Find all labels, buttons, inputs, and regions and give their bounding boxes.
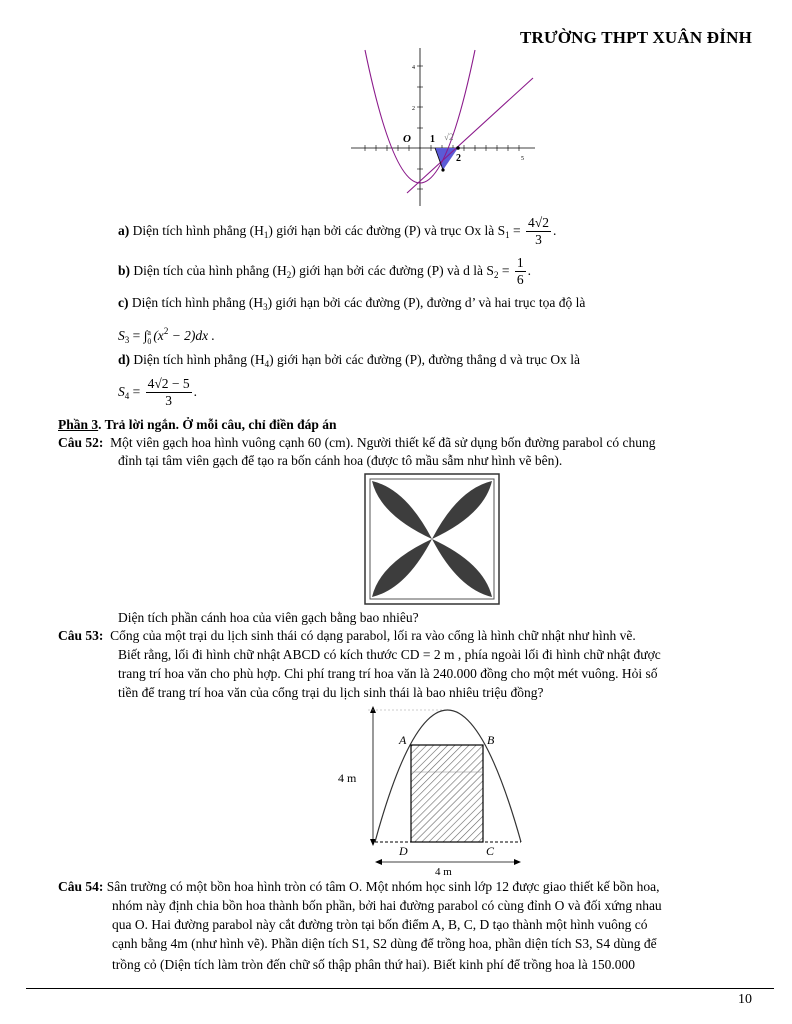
statement-b: b) Diện tích của hình phẳng $(H_2)$ giới hạn bởi các đường (P) và d là $S_2$ = $\frac{1}{6}$ . [118, 255, 531, 288]
q52-line1: Câu 52: Một viên gạch hoa hình vuông cạnh 60 (cm). Người thiết kế đã sử dụng bốn đường parabol có chung [58, 435, 656, 450]
fraction-a: $\frac{4√2}{3}$ [528, 215, 549, 248]
fraction-d: $\frac{4√2 - 5}{3}$ [147, 376, 190, 409]
parabola-line-graph [345, 48, 545, 208]
q53-line1: Câu 53: Cổng của một trại du lịch sinh thái có dạng parabol, lối ra vào cổng là hình chữ nhật như hình vẽ. [58, 628, 636, 643]
tick-label-2: 2 [412, 106, 415, 112]
q53-label: Câu 53: [58, 628, 104, 643]
point-intersect [441, 168, 444, 171]
statement-c: c) Diện tích hình phẳng $(H_3)$ giới hạn bởi các đường (P), đường d’ và hai trục tọa độ là [118, 295, 586, 312]
statement-d: d) Diện tích hình phẳng $(H_4)$ giới hạn bởi các đường (P), đường thẳng d và trục Ox là [118, 352, 580, 369]
q54-line2: nhóm này định chia bồn hoa thành bốn phần, bởi hai đường parabol có cùng đỉnh O và đối xứng nhau [112, 898, 662, 913]
tick-label-4: 4 [412, 65, 415, 71]
gate-figure [335, 702, 535, 878]
width-label: 4 m [435, 866, 452, 878]
height-label: 4 m [338, 771, 357, 785]
origin-label: O [403, 133, 411, 145]
formula-d: $S_4$ = $\frac{4√2 - 5}{3}$ . [118, 376, 198, 409]
q52-line2: đỉnh tại tâm viên gạch để tạo ra bốn cánh hoa (được tô mầu sẫm như hình vẽ bên). [118, 453, 563, 468]
q52-label: Câu 52: [58, 435, 104, 450]
page-number: 10 [738, 992, 752, 1007]
q53-line3: trang trí hoa văn cho phù hợp. Chi phí trang trí hoa văn là 240.000 đồng cho một mét vuông. Hỏi số [118, 666, 658, 681]
label-A: A [399, 733, 407, 747]
footer-rule [26, 988, 774, 989]
q54-line3: qua O. Hai đường parabol này cắt đường tròn tại bốn điểm A, B, C, D tạo thành một hình vuông có [112, 917, 648, 932]
q54-label: Câu 54: [58, 879, 104, 894]
rect-abcd [411, 745, 483, 842]
q54-line1: Câu 54: Sân trường có một bồn hoa hình tròn có tâm O. Một nhóm học sinh lớp 12 được giao thiết kế bồn hoa, [58, 879, 660, 894]
label-1: 1 [430, 134, 435, 145]
tick-label-5: 5 [521, 156, 524, 162]
point-2 [456, 146, 460, 150]
q53-line4: tiền để trang trí hoa văn của cổng trại du lịch sinh thái là bao nhiêu triệu đồng? [118, 685, 544, 700]
q54-line5: trồng cỏ (Diện tích làm tròn đến chữ số thập phân thứ hai). Biết kinh phí để trồng hoa là 150.000 [112, 957, 636, 972]
school-header: TRƯỜNG THPT XUÂN ĐỈNH [520, 28, 752, 47]
q54-line4: cạnh bằng 4m (như hình vẽ). Phần diện tích S1, S2 dùng để trồng hoa, phần diện tích S3, S4 dùng để [112, 936, 657, 951]
part3-heading: Phần 3. Trả lời ngắn. Ở mỗi câu, chỉ điền đáp án [58, 417, 337, 432]
q53-line2: Biết rằng, lối đi hình chữ nhật ABCD có kích thước CD = 2 m , phía ngoài lối đi hình chữ nhật được [118, 647, 661, 662]
label-C: C [486, 844, 495, 858]
label-D: D [399, 844, 408, 858]
statement-a: a) Diện tích hình phẳng $(H_1)$ giới hạn bởi các đường (P) và trục Ox là $S_1$ = $\frac{4√2}{3}$ . [118, 215, 557, 248]
label-sqrt2: √2 [444, 132, 454, 142]
fraction-b: $\frac{1}{6}$ [516, 255, 524, 288]
q52-line3: Diện tích phần cánh hoa của viên gạch bằng bao nhiêu? [118, 610, 419, 625]
flower-tile-figure [364, 473, 500, 605]
formula-c: $S_3$ = ∫ a 0 $(x^2 - 2)dx$ . [118, 326, 215, 346]
line-d [407, 78, 533, 193]
label-B: B [487, 733, 495, 747]
label-2: 2 [456, 153, 461, 164]
